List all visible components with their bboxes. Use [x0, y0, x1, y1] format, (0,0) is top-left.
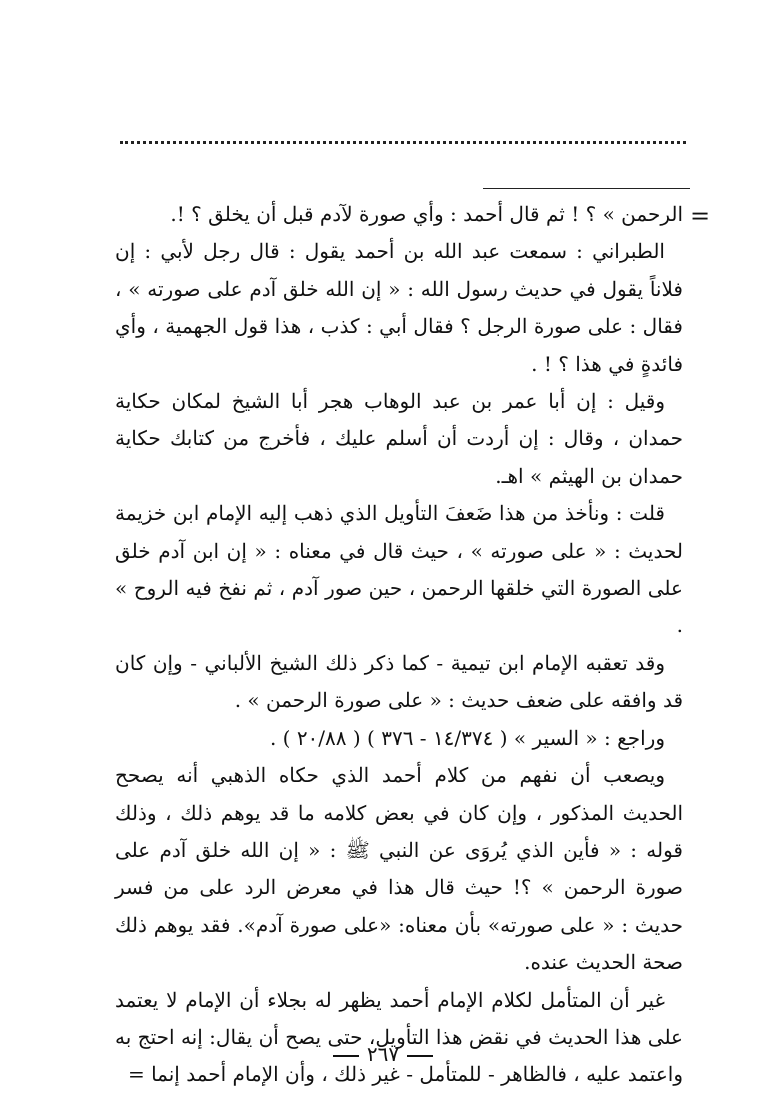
paragraph-2: الطبراني : سمعت عبد الله بن أحمد يقول : قال رجل لأبي : إن فلاناً يقول في حديث رسول الله : « إن الله خلق آدم على صورته » ، فقال : على صورة الرجل ؟ فقال أبي : كذب ، هذا قول الجهمية ، وأي فائدةٍ في هذا ؟ ! . [115, 239, 683, 376]
continuation-mark: = [690, 202, 711, 230]
paragraph-8: غير أن المتأمل لكلام الإمام أحمد يظهر له بجلاء أن الإمام لا يعتمد على هذا الحديث في نقض هذا التأويل، حتى يصح أن يقال: إنه احتج به واعتمد عليه ، فالظاهر - للمتأمل - غير ذلك ، وأن الإمام أحمد إنما = [115, 987, 683, 1087]
page-number-value: ٢٦٧ [366, 1042, 400, 1066]
page-number-dash-right [407, 1055, 433, 1057]
footnote-rule [483, 188, 690, 189]
paragraph-6: وراجع : « السير » ( ١٤/٣٧٤ - ٣٧٦ ) ( ٢٠/٨٨ ) . [269, 725, 665, 750]
paragraph-1: الرحمن » ؟ ! ثم قال أحمد : وأي صورة لآدم قبل أن يخلق ؟ !. [170, 202, 683, 226]
paragraph-7: ويصعب أن نفهم من كلام أحمد الذي حكاه الذهبي أنه يصحح الحديث المذكور ، وإن كان في بعض كلامه ما قد يوهم ذلك ، وذلك قوله : « فأين الذي يُروَى عن النبي ﷺ : « إن الله خلق آدم على صورة الرحمن » ؟! حيث قال هذا في معرض الرد على من فسر حديث : « على صورته» بأن معناه: «على صورة آدم». فقد يوهم ذلك صحة الحديث عنده. [115, 763, 683, 975]
dotted-separator [120, 141, 686, 144]
paragraph-5: وقد تعقبه الإمام ابن تيمية - كما ذكر ذلك الشيخ الألباني - وإن كان قد وافقه على ضعف حديث : « على صورة الرحمن » . [115, 650, 683, 713]
paragraph-4: قلت : ونأخذ من هذا ضَعفَ التأويل الذي ذهب إليه الإمام ابن خزيمة لحديث : « على صورته » ، حيث قال في معناه : « إن ابن آدم خلق على الصورة التي خلقها الرحمن ، حين صور آدم ، ثم نفخ فيه الروح » . [115, 501, 683, 638]
page-number-dash-left [333, 1055, 359, 1057]
footnote-text [115, 196, 683, 1094]
paragraph-3: وقيل : إن أبا عمر بن عبد الوهاب هجر أبا الشيخ لمكان حكاية حمدان ، وقال : إن أردت أن أسلم عليك ، فأخرج من كتابك حكاية حمدان بن الهيثم » اهـ. [115, 389, 683, 488]
page-number [0, 1042, 766, 1066]
